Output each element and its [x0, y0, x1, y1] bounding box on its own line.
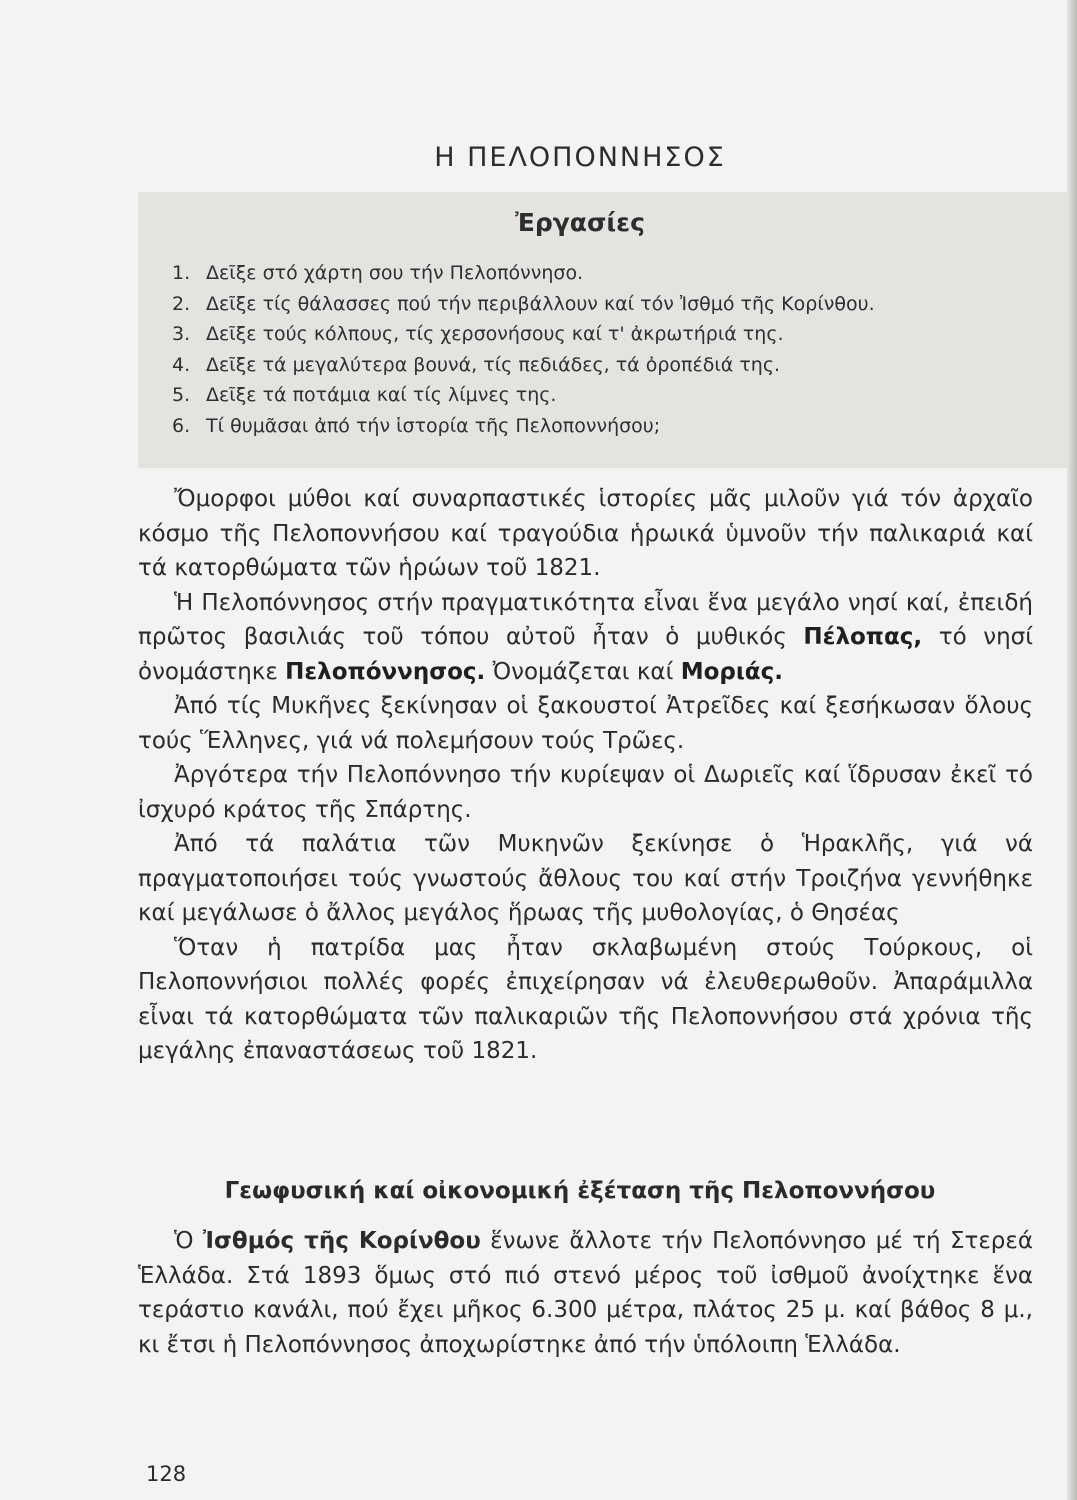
task-item	[172, 258, 875, 289]
text-run: ἕνωνε ἄλλοτε τήν Πελοπόννησο μέ τή Στερεά Ἑλλάδα. Στά 1893 ὅμως στό πιό στενό μέρος τοῦ ἰσθμοῦ ἀνοίχτηκε ἕνα τεράστιο κανάλι, πού ἔχει μῆκος 6.300 μέτρα, πλάτος 25 μ. καί βάθος 8 μ., κι ἔτσι ἡ Πελοπόννησος ἀποχωρίστηκε ἀπό τήν ὑπόλοιπη Ἑλλάδα.	[138, 1228, 1034, 1358]
task-text: Τί θυμᾶσαι ἀπό τήν ἱστορία τῆς Πελοποννήσου;	[206, 414, 661, 437]
task-text: Δεῖξε τά ποτάμια καί τίς λίμνες της.	[206, 384, 557, 406]
task-text: Δεῖξε στό χάρτη σου τήν Πελοπόννησο.	[206, 262, 584, 284]
task-number: 3.	[172, 323, 191, 345]
task-item	[172, 350, 875, 381]
task-item	[172, 319, 875, 350]
paragraph-name-origin	[138, 586, 1033, 690]
paragraph-dorians: Ἀργότερα τήν Πελοπόννησο τήν κυρίεψαν οἱ Δωριεῖς καί ἵδρυσαν ἐκεῖ τό ἰσχυρό κράτος τῆς Σπάρτης.	[138, 762, 1033, 823]
main-text	[138, 482, 1033, 1069]
task-text: Δεῖξε τούς κόλπους, τίς χερσονήσους καί τ' ἀκρωτήριά της.	[206, 323, 784, 345]
paragraph-heracles: Ἀπό τά παλάτια τῶν Μυκηνῶν ξεκίνησε ὁ Ἡρακλῆς, γιά νά πραγματοποιήσει τούς γνωστούς ἄθλους του καί στήν Τροιζήνα γεννήθηκε καί μεγάλωσε ὁ ἄλλος μεγάλος ἥρωας τῆς μυθολογίας, ὁ Θησέας	[138, 831, 1033, 926]
tasks-heading: Ἐργασίες	[515, 208, 645, 237]
task-text: Δεῖξε τίς θάλασσες πού τήν περιβάλλουν καί τόν Ἰσθμό τῆς Κορίνθου.	[206, 292, 875, 315]
task-item	[172, 380, 875, 411]
task-number: 1.	[172, 262, 191, 284]
task-text: Δεῖξε τά μεγαλύτερα βουνά, τίς πεδιάδες, τά ὀροπέδιά της.	[206, 353, 781, 376]
paragraph-mycenae: Ἀπό τίς Μυκῆνες ξεκίνησαν οἱ ξακουστοί Ἀτρεῖδες καί ξεσήκωσαν ὅλους τούς Ἕλληνες, γιά νά πολεμήσουν τούς Τρῶες.	[138, 693, 1033, 754]
bold-term-pelops: Πέλοπας,	[803, 624, 923, 650]
paragraph-1821: Ὅταν ἡ πατρίδα μας ἦταν σκλαβωμένη στούς Τούρκους, οἱ Πελοποννήσιοι πολλές φορές ἐπιχείρησαν νά ἐλευθερωθοῦν. Ἀπαράμιλλα εἶναι τά κατορθώματα τῶν παλικαριῶν τῆς Πελοποννήσου στά χρόνια τῆς μεγάλης ἐπαναστάσεως τοῦ 1821.	[138, 934, 1033, 1064]
task-number: 2.	[172, 292, 191, 315]
task-number: 6.	[172, 414, 191, 437]
text-run: Ὀνομάζεται καί	[485, 658, 681, 685]
task-item	[172, 289, 875, 320]
page-number: 128	[146, 1462, 187, 1486]
paragraph-myths: Ὄμορφοι μύθοι καί συναρπαστικές ἱστορίες μᾶς μιλοῦν γιά τόν ἀρχαῖο κόσμο τῆς Πελοποννήσου καί τραγούδια ἡρωικά ὑμνοῦν τήν παλικαριά καί τά κατορθώματα τῶν ἡρώων τοῦ 1821.	[138, 486, 1033, 581]
paragraph-isthmus	[138, 1224, 1033, 1362]
bold-term-isthmus: Ἰσθμός τῆς Κορίνθου	[202, 1228, 481, 1254]
task-item	[172, 411, 875, 442]
tasks-list	[172, 258, 875, 441]
bold-term-peloponnese: Πελοπόννησος.	[285, 658, 486, 685]
section-text	[138, 1224, 1033, 1362]
section-heading: Γεωφυσική καί οἰκονομική ἐξέταση τῆς Πελοποννήσου	[224, 1178, 936, 1204]
task-number: 5.	[172, 384, 191, 406]
task-number: 4.	[172, 353, 191, 376]
text-run: Ὁ	[174, 1228, 203, 1254]
text-run: Ἡ Πελοπόννησος στήν πραγματικότητα εἶναι ἕνα μεγάλο νησί καί, ἐπειδή πρῶτος βασιλιάς τοῦ τόπου αὐτοῦ ἦταν ὁ μυθικός	[138, 589, 1033, 650]
text-run: τό νησί ὀνομάστηκε	[138, 624, 1034, 685]
page-title: Η ΠΕΛΟΠΟΝΝΗΣΟΣ	[434, 142, 726, 173]
bold-term-morias: Μοριάς.	[680, 658, 783, 685]
